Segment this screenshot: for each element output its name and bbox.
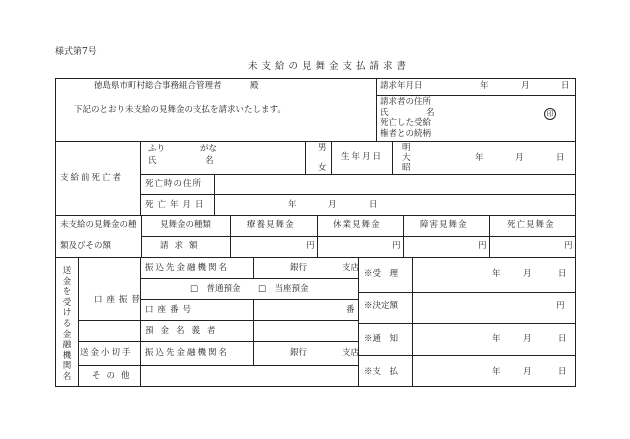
remit-vertical-divider <box>78 257 79 387</box>
death-month: 月 <box>328 200 337 210</box>
section-line-2 <box>55 215 575 216</box>
deceased-line-1 <box>140 174 575 175</box>
benefit-type-label: 見舞金の種類 <box>160 220 212 230</box>
branch-label-1: 支店 <box>342 263 360 273</box>
section-line-1 <box>55 141 575 142</box>
decided-amount-label: ※決定額 <box>364 301 399 311</box>
paid-year: 年 <box>492 367 501 377</box>
account-holder-label: 預金名義者 <box>145 326 223 336</box>
remit-line-2 <box>140 299 358 300</box>
deceased-name-label-2: 名 <box>205 156 214 166</box>
table-border-bottom <box>55 386 576 387</box>
remit-line-4 <box>78 341 358 342</box>
notified-label: ※通 知 <box>364 334 399 344</box>
yen-disability: 円 <box>478 241 487 251</box>
paid-label: ※支 払 <box>364 367 399 377</box>
remit-method-divider <box>140 257 141 387</box>
postal-check-label: 送金小切手 <box>80 348 133 358</box>
decided-amount-yen: 円 <box>556 301 565 311</box>
benefit-type-disability: 障害見舞金 <box>420 220 468 230</box>
table-border-top <box>55 78 575 79</box>
bank-label-2: 銀行 <box>290 348 308 358</box>
death-year: 年 <box>288 200 297 210</box>
benefit-label-2: 類及びその額 <box>60 241 112 251</box>
ordinary-deposit-checkbox[interactable]: □ 普通預金 <box>190 284 241 294</box>
remit-line-5 <box>78 365 358 366</box>
addressee-honorific: 殿 <box>250 81 259 91</box>
table-border-left <box>55 78 56 387</box>
deceased-label-divider <box>140 141 141 215</box>
remit-line-1 <box>140 278 358 279</box>
received-day: 日 <box>558 269 567 279</box>
office-divider <box>358 257 359 387</box>
death-address-label: 死亡時の住所 <box>145 179 203 189</box>
claim-date-label: 請求年月日 <box>380 81 423 91</box>
seal-icon: 印 <box>544 108 556 120</box>
remit-vertical-label: 送金を受ける金融機関名 <box>62 266 72 382</box>
account-number-label: 口座番号 <box>145 305 196 315</box>
table-border-right <box>575 78 576 387</box>
deceased-line-2 <box>140 194 575 195</box>
furigana-label-1: ふり <box>148 144 166 154</box>
office-line-2 <box>358 323 575 324</box>
furigana-label-2: がな <box>200 144 218 154</box>
account-number-suffix: 番 <box>346 305 355 315</box>
name-divider <box>305 141 306 174</box>
addressee-name: 徳島県市町村総合事務組合管理者 <box>94 81 222 91</box>
paid-day: 日 <box>558 367 567 377</box>
claimant-date-line <box>376 95 575 96</box>
document-title: 未支給の見舞金支払請求書 <box>248 61 411 72</box>
received-month: 月 <box>523 269 532 279</box>
remit-line-3 <box>78 320 358 321</box>
benefit-type-death: 死亡見舞金 <box>507 220 555 230</box>
claimant-divider <box>376 78 377 141</box>
deceased-section-label: 支給前死亡者 <box>60 173 124 183</box>
office-label-divider <box>412 257 413 387</box>
bank-name-label-2: 振込先金融機関名 <box>145 348 230 358</box>
relation-label-1: 死亡した受給 <box>380 118 432 128</box>
dob-month: 月 <box>515 153 524 163</box>
notified-month: 月 <box>523 334 532 344</box>
claim-day: 日 <box>561 81 570 91</box>
remit-bank-divider-2 <box>253 341 254 365</box>
form-number: 様式第7号 <box>55 47 97 57</box>
era-meiji: 明 <box>402 143 411 153</box>
remit-bank-divider-1 <box>253 257 254 278</box>
notified-year: 年 <box>492 334 501 344</box>
claim-amount-label: 請求額 <box>160 241 204 251</box>
remit-holder-divider <box>253 320 254 341</box>
remit-account-divider <box>253 299 254 320</box>
claimant-name-label-2: 名 <box>426 108 435 118</box>
benefit-type-leave: 休業見舞金 <box>333 220 381 230</box>
yen-leave: 円 <box>392 241 401 251</box>
other-label: その他 <box>92 371 136 381</box>
deceased-name-label-1: 氏 <box>148 156 157 166</box>
era-taisho: 大 <box>402 153 411 163</box>
sex-divider <box>331 141 332 174</box>
death-day: 日 <box>369 200 378 210</box>
notified-day: 日 <box>558 334 567 344</box>
claim-year: 年 <box>480 81 489 91</box>
death-date-label: 死亡年月日 <box>145 200 208 210</box>
bank-label-1: 銀行 <box>290 263 308 273</box>
dob-label: 生年月日 <box>341 152 384 162</box>
received-year: 年 <box>492 269 501 279</box>
dob-year: 年 <box>475 153 484 163</box>
branch-label-2: 支店 <box>342 348 360 358</box>
office-line-3 <box>358 355 575 356</box>
relation-label-2: 権者との続柄 <box>380 129 432 139</box>
sex-male: 男 <box>318 143 327 153</box>
sex-female: 女 <box>318 163 327 173</box>
claim-month: 月 <box>521 81 530 91</box>
era-showa: 昭 <box>402 163 411 173</box>
dob-divider <box>392 141 393 174</box>
request-statement: 下記のとおり未支給の見舞金の支払を請求いたします。 <box>74 105 286 115</box>
bank-name-label-1: 振込先金融機関名 <box>145 263 230 273</box>
yen-death: 円 <box>564 241 573 251</box>
paid-month: 月 <box>523 367 532 377</box>
benefit-label-1: 未支給の見舞金の種 <box>60 220 137 230</box>
section-line-3 <box>55 257 575 258</box>
current-deposit-checkbox[interactable]: □ 当座預金 <box>258 284 309 294</box>
benefit-mid-line <box>141 236 575 237</box>
benefit-type-medical: 療養見舞金 <box>247 220 295 230</box>
yen-medical: 円 <box>306 241 315 251</box>
claimant-name-label-1: 氏 <box>380 108 389 118</box>
office-line-1 <box>358 292 575 293</box>
received-label: ※受 理 <box>364 269 399 279</box>
account-transfer-label: 口座振替 <box>94 295 145 305</box>
claimant-address-label: 請求者の住所 <box>380 97 432 107</box>
dob-day: 日 <box>556 153 565 163</box>
